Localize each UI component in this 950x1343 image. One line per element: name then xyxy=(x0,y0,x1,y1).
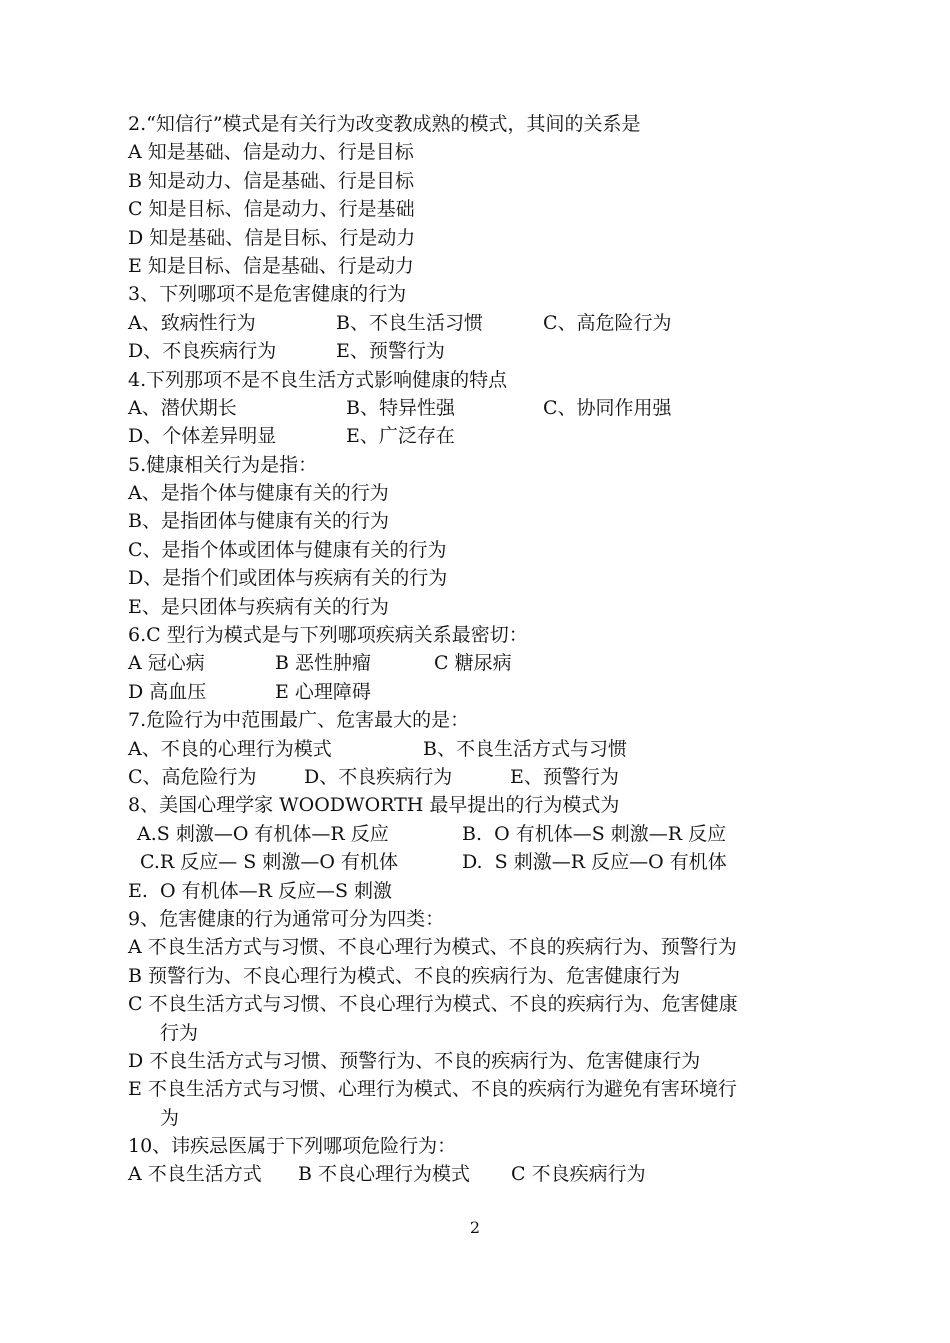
q4-options-row-2 xyxy=(128,422,848,450)
q7-options-row-1 xyxy=(128,735,848,763)
q7-options-row-2 xyxy=(128,763,848,791)
q2-option-b: B 知是动力、信是基础、行是目标 xyxy=(128,169,415,192)
q9-option-c-continued: 行为 xyxy=(160,1021,199,1044)
q7-option-d: D、不良疾病行为 xyxy=(304,765,453,788)
q7-stem: 7.危险行为中范围最广、危害最大的是： xyxy=(128,709,470,732)
q6-option-a: A 冠心病 xyxy=(128,652,205,675)
q8-options-row-1 xyxy=(128,820,848,848)
q8-stem: 8、美国心理学家 WOODWORTH 最早提出的行为模式为 xyxy=(128,794,620,817)
q6-option-c: C 糖尿病 xyxy=(434,652,512,675)
q2-option-c: C 知是目标、信是动力、行是基础 xyxy=(128,198,415,221)
q4-option-a: A、潜伏期长 xyxy=(128,396,237,419)
q2-stem: 2.“知信行”模式是有关行为改变教成熟的模式，其间的关系是 xyxy=(128,113,641,135)
q7-option-c: C、高危险行为 xyxy=(128,765,257,788)
q7-option-e: E、预警行为 xyxy=(510,765,619,788)
q9-stem: 9、危害健康的行为通常可分为四类： xyxy=(128,907,445,930)
q8-options-row-2 xyxy=(128,848,848,876)
q5-stem: 5.健康相关行为是指： xyxy=(128,453,318,476)
q3-option-b: B、不良生活习惯 xyxy=(336,311,483,334)
q4-options-row-1 xyxy=(128,394,848,422)
q10-option-a: A 不良生活方式 xyxy=(128,1163,262,1186)
question-content xyxy=(128,110,848,1189)
q6-stem: 6.C 型行为模式是与下列哪项疾病关系最密切： xyxy=(128,624,528,647)
q10-option-b: B 不良心理行为模式 xyxy=(298,1163,471,1186)
q10-option-c: C 不良疾病行为 xyxy=(511,1163,646,1186)
q7-option-a: A、不良的心理行为模式 xyxy=(128,737,332,760)
q10-stem: 10、讳疾忌医属于下列哪项危险行为： xyxy=(128,1135,457,1158)
q6-options-row-1 xyxy=(128,649,848,677)
q5-option-c: C、是指个体或团体与健康有关的行为 xyxy=(128,538,447,561)
q2-option-d: D 知是基础、信是目标、行是动力 xyxy=(128,226,416,249)
q3-option-d: D、不良疾病行为 xyxy=(128,340,277,363)
page-number: 2 xyxy=(469,1218,481,1237)
q4-option-d: D、个体差异明显 xyxy=(128,425,277,448)
q9-option-e: E 不良生活方式与习惯、心理行为模式、不良的疾病行为避免有害环境行 xyxy=(128,1078,737,1101)
q6-option-e: E 心理障碍 xyxy=(275,680,371,703)
q9-option-c: C 不良生活方式与习惯、不良心理行为模式、不良的疾病行为、危害健康 xyxy=(128,993,738,1016)
q6-option-d: D 高血压 xyxy=(128,680,207,703)
q9-option-e-continued: 为 xyxy=(160,1106,180,1129)
q10-options-row-1 xyxy=(128,1160,848,1188)
q7-option-b: B、不良生活方式与习惯 xyxy=(423,737,627,760)
q3-options-row-1 xyxy=(128,309,848,337)
q4-option-c: C、协同作用强 xyxy=(543,396,672,419)
q9-option-d: D 不良生活方式与习惯、预警行为、不良的疾病行为、危害健康行为 xyxy=(128,1049,701,1072)
q3-stem: 3、下列哪项不是危害健康的行为 xyxy=(128,283,407,306)
q9-option-a: A 不良生活方式与习惯、不良心理行为模式、不良的疾病行为、预警行为 xyxy=(128,936,737,959)
q3-options-row-2 xyxy=(128,337,848,365)
q9-option-b: B 预警行为、不良心理行为模式、不良的疾病行为、危害健康行为 xyxy=(128,964,681,987)
q4-option-e: E、广泛存在 xyxy=(346,425,455,448)
q5-option-d: D、是指个们或团体与疾病有关的行为 xyxy=(128,567,448,590)
q8-option-e: E. O 有机体—R 反应—S 刺激 xyxy=(128,879,393,902)
q4-stem: 4.下列那项不是不良生活方式影响健康的特点 xyxy=(128,368,508,391)
q3-option-a: A、致病性行为 xyxy=(128,311,256,334)
q6-options-row-2 xyxy=(128,678,848,706)
q8-option-b: B. O 有机体—S 刺激—R 反应 xyxy=(462,822,727,845)
q8-option-a: A.S 刺激—O 有机体—R 反应 xyxy=(137,822,389,845)
q2-option-e: E 知是目标、信是基础、行是动力 xyxy=(128,254,414,277)
q5-option-b: B、是指团体与健康有关的行为 xyxy=(128,510,389,533)
q5-option-a: A、是指个体与健康有关的行为 xyxy=(128,482,389,505)
q5-option-e: E、是只团体与疾病有关的行为 xyxy=(128,595,389,618)
q2-option-a: A 知是基础、信是动力、行是目标 xyxy=(128,141,414,164)
q3-option-e: E、预警行为 xyxy=(336,340,445,363)
q8-option-d: D. S 刺激—R 反应—O 有机体 xyxy=(462,851,727,874)
q6-option-b: B 恶性肿瘤 xyxy=(275,652,372,675)
q3-option-c: C、高危险行为 xyxy=(543,311,672,334)
q8-option-c: C.R 反应— S 刺激—O 有机体 xyxy=(140,851,398,874)
q4-option-b: B、特异性强 xyxy=(346,396,455,419)
